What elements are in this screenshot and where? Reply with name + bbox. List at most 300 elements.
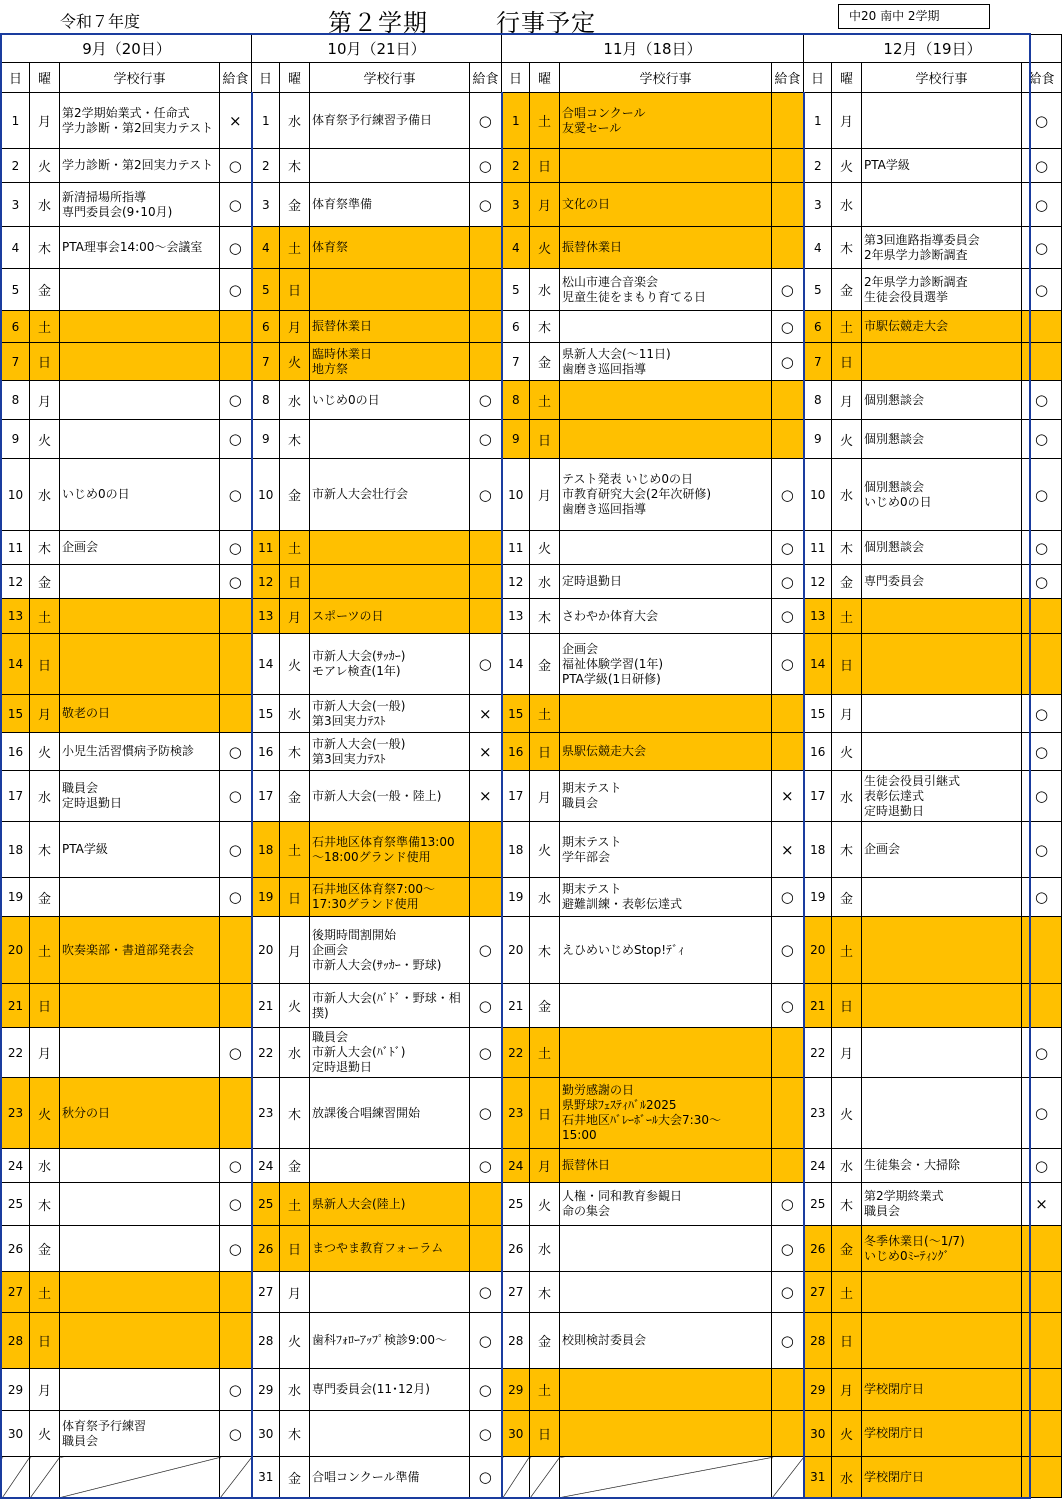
lunch-cell: ○ (470, 381, 502, 420)
event-cell: えひめいじめStop!ﾃﾞｨ (560, 917, 772, 984)
day-cell: 25 (804, 1183, 832, 1226)
lunch-cell: ○ (1022, 531, 1062, 565)
lunch-cell: ○ (1022, 381, 1062, 420)
event-cell: 期末テスト 学年部会 (560, 822, 772, 878)
lunch-cell: ○ (220, 1411, 252, 1457)
weekday-cell: 木 (832, 1183, 862, 1226)
weekday-cell: 日 (832, 343, 862, 381)
weekday-cell: 木 (530, 599, 560, 634)
weekday-cell: 金 (280, 1149, 310, 1183)
weekday-cell: 水 (280, 1028, 310, 1078)
event-cell: スポーツの日 (310, 599, 470, 634)
event-cell: 個別懇談会 (862, 420, 1022, 459)
event-cell: PTA学級 (60, 822, 220, 878)
day-cell: 4 (252, 227, 280, 269)
weekday-cell: 日 (30, 1313, 60, 1369)
event-cell: PTA理事会14:00～会議室 (60, 227, 220, 269)
weekday-cell: 月 (280, 917, 310, 984)
lunch-cell: ○ (772, 984, 804, 1028)
lunch-cell: ○ (220, 381, 252, 420)
weekday-cell: 水 (832, 459, 862, 531)
lunch-cell: ○ (220, 1149, 252, 1183)
lunch-cell: ○ (220, 531, 252, 565)
weekday-cell: 月 (530, 459, 560, 531)
weekday-cell: 木 (832, 822, 862, 878)
weekday-cell: 月 (30, 1028, 60, 1078)
day-cell: 30 (2, 1411, 30, 1457)
day-cell: 29 (252, 1369, 280, 1411)
weekday-cell: 火 (832, 1411, 862, 1457)
day-cell: 24 (804, 1149, 832, 1183)
weekday-cell: 火 (30, 733, 60, 771)
day-cell: 25 (2, 1183, 30, 1226)
weekday-cell: 月 (280, 1272, 310, 1313)
weekday-cell: 木 (30, 227, 60, 269)
day-cell: 20 (502, 917, 530, 984)
weekday-cell: 水 (30, 459, 60, 531)
weekday-cell: 水 (30, 183, 60, 227)
day-cell: 5 (804, 269, 832, 311)
weekday-cell: 木 (280, 733, 310, 771)
lunch-cell: ○ (772, 1272, 804, 1313)
lunch-cell: ○ (220, 1028, 252, 1078)
event-cell: 歯科ﾌｫﾛｰｱｯﾌﾟ検診9:00～ (310, 1313, 470, 1369)
lunch-cell: ○ (772, 878, 804, 917)
weekday-cell: 木 (280, 1078, 310, 1149)
event-cell: まつやま教育フォーラム (310, 1226, 470, 1272)
lunch-cell: × (220, 93, 252, 149)
weekday-cell: 月 (530, 1149, 560, 1183)
event-cell: 振替休日 (560, 1149, 772, 1183)
day-cell: 10 (2, 459, 30, 531)
day-cell: 10 (502, 459, 530, 531)
column-header-lunch: 給食 (772, 63, 804, 93)
month-header-oct: 10月（21日） (252, 35, 502, 63)
lunch-cell: ○ (470, 183, 502, 227)
weekday-cell: 火 (530, 1183, 560, 1226)
lunch-cell: ○ (470, 1411, 502, 1457)
column-header-weekday: 曜 (280, 63, 310, 93)
weekday-cell: 月 (280, 599, 310, 634)
lunch-cell: ○ (220, 183, 252, 227)
event-cell: 個別懇談会 (862, 381, 1022, 420)
day-cell: 11 (804, 531, 832, 565)
event-cell: 後期時間割開始 企画会 市新人大会(ｻｯｶｰ・野球) (310, 917, 470, 984)
day-cell: 7 (502, 343, 530, 381)
lunch-cell: ○ (772, 459, 804, 531)
weekday-cell: 火 (832, 149, 862, 183)
day-cell: 26 (502, 1226, 530, 1272)
event-cell: 学校閉庁日 (862, 1457, 1022, 1498)
event-cell: 生徒集会・大掃除 (862, 1149, 1022, 1183)
event-cell: 職員会 定時退勤日 (60, 771, 220, 822)
weekday-cell: 木 (30, 531, 60, 565)
weekday-cell: 火 (530, 227, 560, 269)
weekday-cell: 月 (280, 311, 310, 343)
weekday-cell: 月 (832, 93, 862, 149)
lunch-cell: ○ (220, 420, 252, 459)
lunch-cell: × (470, 733, 502, 771)
weekday-cell: 土 (30, 311, 60, 343)
weekday-cell: 土 (530, 93, 560, 149)
day-cell: 16 (804, 733, 832, 771)
day-cell: 15 (2, 695, 30, 733)
lunch-cell: ○ (220, 459, 252, 531)
event-cell: 秋分の日 (60, 1078, 220, 1149)
day-cell: 15 (804, 695, 832, 733)
weekday-cell: 日 (530, 149, 560, 183)
day-cell: 20 (252, 917, 280, 984)
day-cell: 11 (502, 531, 530, 565)
weekday-cell: 水 (280, 695, 310, 733)
day-cell: 20 (2, 917, 30, 984)
event-cell: 振替休業日 (310, 311, 470, 343)
day-cell: 13 (502, 599, 530, 634)
day-cell: 23 (252, 1078, 280, 1149)
day-cell: 13 (804, 599, 832, 634)
lunch-cell: ○ (220, 1226, 252, 1272)
day-cell: 21 (502, 984, 530, 1028)
lunch-cell: ○ (220, 733, 252, 771)
column-header-lunch: 給食 (220, 63, 252, 93)
day-cell: 17 (804, 771, 832, 822)
lunch-cell: ○ (772, 1313, 804, 1369)
weekday-cell: 水 (280, 381, 310, 420)
event-cell: 臨時休業日 地方祭 (310, 343, 470, 381)
weekday-cell: 土 (832, 311, 862, 343)
day-cell: 4 (804, 227, 832, 269)
lunch-cell: ○ (470, 459, 502, 531)
day-cell: 1 (502, 93, 530, 149)
lunch-cell: ○ (220, 1369, 252, 1411)
day-cell: 5 (252, 269, 280, 311)
weekday-cell: 日 (530, 1078, 560, 1149)
weekday-cell: 木 (280, 420, 310, 459)
weekday-cell: 火 (530, 822, 560, 878)
lunch-cell: ○ (220, 1183, 252, 1226)
column-header-weekday: 曜 (530, 63, 560, 93)
document-code-box: 中20 南中 2学期 (838, 4, 990, 29)
event-cell: 文化の日 (560, 183, 772, 227)
weekday-cell: 日 (530, 420, 560, 459)
weekday-cell: 水 (30, 771, 60, 822)
day-cell: 3 (2, 183, 30, 227)
lunch-cell: ○ (470, 1078, 502, 1149)
lunch-cell: × (470, 771, 502, 822)
event-cell: 学校閉庁日 (862, 1411, 1022, 1457)
lunch-cell: ○ (1022, 269, 1062, 311)
day-cell: 27 (2, 1272, 30, 1313)
lunch-cell: ○ (220, 878, 252, 917)
lunch-cell: ○ (1022, 149, 1062, 183)
weekday-cell: 火 (280, 984, 310, 1028)
column-header-events: 学校行事 (310, 63, 470, 93)
day-cell: 2 (804, 149, 832, 183)
weekday-cell: 火 (280, 1313, 310, 1369)
event-cell: 新清掃場所指導 専門委員会(9･10月) (60, 183, 220, 227)
lunch-cell: ○ (772, 634, 804, 695)
lunch-cell: ○ (772, 917, 804, 984)
event-cell: 第2学期始業式・任命式 学力診断・第2回実力テスト (60, 93, 220, 149)
day-cell: 27 (252, 1272, 280, 1313)
weekday-cell: 水 (832, 183, 862, 227)
day-cell: 30 (252, 1411, 280, 1457)
day-cell: 25 (502, 1183, 530, 1226)
lunch-cell: ○ (1022, 227, 1062, 269)
event-cell: 職員会 市新人大会(ﾊﾞﾄﾞ) 定時退勤日 (310, 1028, 470, 1078)
weekday-cell: 火 (280, 634, 310, 695)
event-cell: 小児生活習慣病予防検診 (60, 733, 220, 771)
day-cell: 7 (252, 343, 280, 381)
day-cell: 7 (2, 343, 30, 381)
day-cell: 16 (252, 733, 280, 771)
event-cell: いじめ0の日 (310, 381, 470, 420)
weekday-cell: 火 (30, 420, 60, 459)
day-cell: 1 (252, 93, 280, 149)
lunch-cell: ○ (1022, 695, 1062, 733)
month-header-sep: 9月（20日） (2, 35, 252, 63)
column-header-events: 学校行事 (60, 63, 220, 93)
event-cell: 専門委員会(11･12月) (310, 1369, 470, 1411)
event-cell: テスト発表 いじめ0の日 市教育研究大会(2年次研修) 歯磨き巡回指導 (560, 459, 772, 531)
event-cell: 体育祭 (310, 227, 470, 269)
day-cell: 15 (252, 695, 280, 733)
weekday-cell: 日 (30, 984, 60, 1028)
weekday-cell: 火 (832, 1078, 862, 1149)
weekday-cell: 月 (832, 381, 862, 420)
weekday-cell: 金 (530, 1313, 560, 1369)
day-cell: 12 (252, 565, 280, 599)
day-cell: 8 (252, 381, 280, 420)
weekday-cell: 月 (832, 1028, 862, 1078)
weekday-cell: 日 (30, 634, 60, 695)
event-cell: 個別懇談会 いじめ0の日 (862, 459, 1022, 531)
day-cell: 2 (2, 149, 30, 183)
event-cell: 市新人大会壮行会 (310, 459, 470, 531)
lunch-cell: ○ (220, 565, 252, 599)
day-cell: 28 (2, 1313, 30, 1369)
weekday-cell: 水 (30, 1149, 60, 1183)
event-cell: 企画会 (60, 531, 220, 565)
weekday-cell: 火 (30, 1411, 60, 1457)
weekday-cell: 木 (832, 531, 862, 565)
event-cell: 2年県学力診断調査 生徒会役員選挙 (862, 269, 1022, 311)
day-cell: 18 (804, 822, 832, 878)
lunch-cell: ○ (470, 420, 502, 459)
lunch-cell: ○ (220, 227, 252, 269)
event-cell: 合唱コンクール 友愛セール (560, 93, 772, 149)
event-cell: 県駅伝競走大会 (560, 733, 772, 771)
lunch-cell: ○ (470, 917, 502, 984)
column-header-day: 日 (502, 63, 530, 93)
lunch-cell: ○ (470, 1457, 502, 1498)
day-cell: 4 (502, 227, 530, 269)
weekday-cell: 水 (530, 565, 560, 599)
event-cell: 放課後合唱練習開始 (310, 1078, 470, 1149)
event-cell: さわやか体育大会 (560, 599, 772, 634)
day-cell: 29 (502, 1369, 530, 1411)
weekday-cell: 月 (832, 1369, 862, 1411)
weekday-cell: 木 (280, 149, 310, 183)
lunch-cell: ○ (470, 1028, 502, 1078)
day-cell: 26 (252, 1226, 280, 1272)
lunch-cell: × (470, 695, 502, 733)
weekday-cell: 土 (280, 822, 310, 878)
day-cell: 19 (2, 878, 30, 917)
weekday-cell: 火 (530, 531, 560, 565)
weekday-cell: 日 (530, 1411, 560, 1457)
day-cell: 28 (252, 1313, 280, 1369)
weekday-cell: 日 (832, 1313, 862, 1369)
lunch-cell: ○ (220, 269, 252, 311)
weekday-cell: 火 (30, 1078, 60, 1149)
lunch-cell: ○ (1022, 822, 1062, 878)
lunch-cell: × (1022, 1183, 1062, 1226)
lunch-cell: ○ (220, 771, 252, 822)
day-cell: 6 (252, 311, 280, 343)
weekday-cell: 金 (832, 1226, 862, 1272)
day-cell: 31 (252, 1457, 280, 1498)
day-cell: 24 (2, 1149, 30, 1183)
weekday-cell: 土 (280, 1183, 310, 1226)
event-cell: 市新人大会(一般) 第3回実力ﾃｽﾄ (310, 695, 470, 733)
weekday-cell: 土 (30, 917, 60, 984)
lunch-cell: ○ (1022, 1149, 1062, 1183)
weekday-cell: 木 (530, 917, 560, 984)
event-cell: 定時退勤日 (560, 565, 772, 599)
lunch-cell: ○ (772, 269, 804, 311)
event-cell: 県新人大会(陸上) (310, 1183, 470, 1226)
day-cell: 12 (2, 565, 30, 599)
day-cell: 17 (502, 771, 530, 822)
day-cell: 19 (502, 878, 530, 917)
day-cell: 2 (252, 149, 280, 183)
event-cell: いじめ0の日 (60, 459, 220, 531)
column-header-weekday: 曜 (30, 63, 60, 93)
weekday-cell: 水 (280, 93, 310, 149)
lunch-cell: ○ (470, 93, 502, 149)
weekday-cell: 月 (30, 381, 60, 420)
weekday-cell: 土 (530, 1369, 560, 1411)
event-cell: 体育祭予行練習 職員会 (60, 1411, 220, 1457)
lunch-cell: ○ (772, 343, 804, 381)
weekday-cell: 土 (280, 227, 310, 269)
weekday-cell: 金 (530, 984, 560, 1028)
day-cell: 9 (502, 420, 530, 459)
lunch-cell: ○ (1022, 1028, 1062, 1078)
lunch-cell: ○ (1022, 459, 1062, 531)
day-cell: 22 (502, 1028, 530, 1078)
day-cell: 9 (252, 420, 280, 459)
event-cell: 市新人大会(一般) 第3回実力ﾃｽﾄ (310, 733, 470, 771)
weekday-cell: 水 (832, 771, 862, 822)
day-cell: 27 (502, 1272, 530, 1313)
event-cell: 市新人大会(ﾊﾞﾄﾞ・野球・相 撲) (310, 984, 470, 1028)
column-header-day: 日 (804, 63, 832, 93)
event-cell: 石井地区体育祭準備13:00 ～18:00グランド使用 (310, 822, 470, 878)
event-cell: 校則検討委員会 (560, 1313, 772, 1369)
day-cell: 25 (252, 1183, 280, 1226)
day-cell: 19 (804, 878, 832, 917)
day-cell: 14 (502, 634, 530, 695)
day-cell: 30 (502, 1411, 530, 1457)
weekday-cell: 金 (30, 565, 60, 599)
lunch-cell: ○ (772, 531, 804, 565)
event-cell: 学力診断・第2回実力テスト (60, 149, 220, 183)
weekday-cell: 金 (530, 343, 560, 381)
day-cell: 20 (804, 917, 832, 984)
lunch-cell: ○ (1022, 733, 1062, 771)
day-cell: 19 (252, 878, 280, 917)
lunch-cell: ○ (220, 149, 252, 183)
day-cell: 21 (252, 984, 280, 1028)
day-cell: 14 (2, 634, 30, 695)
day-cell: 6 (804, 311, 832, 343)
weekday-cell: 土 (530, 695, 560, 733)
lunch-cell: ○ (1022, 420, 1062, 459)
lunch-cell: × (772, 771, 804, 822)
day-cell: 14 (252, 634, 280, 695)
day-cell: 21 (804, 984, 832, 1028)
weekday-cell: 日 (280, 878, 310, 917)
weekday-cell: 月 (30, 1369, 60, 1411)
day-cell: 3 (252, 183, 280, 227)
weekday-cell: 金 (832, 269, 862, 311)
weekday-cell: 金 (832, 878, 862, 917)
day-cell: 26 (2, 1226, 30, 1272)
lunch-cell: ○ (470, 149, 502, 183)
lunch-cell: ○ (772, 565, 804, 599)
day-cell: 4 (2, 227, 30, 269)
event-cell: 体育祭準備 (310, 183, 470, 227)
fiscal-year: 令和７年度 (60, 12, 141, 31)
event-cell: PTA学級 (862, 149, 1022, 183)
weekday-cell: 木 (30, 1183, 60, 1226)
weekday-cell: 土 (530, 381, 560, 420)
weekday-cell: 金 (30, 1226, 60, 1272)
day-cell: 6 (502, 311, 530, 343)
day-cell: 22 (252, 1028, 280, 1078)
event-cell: 第3回進路指導委員会 2年県学力診断調査 (862, 227, 1022, 269)
event-cell: 石井地区体育祭7:00～ 17:30グランド使用 (310, 878, 470, 917)
weekday-cell: 木 (280, 1411, 310, 1457)
lunch-cell: ○ (1022, 183, 1062, 227)
weekday-cell: 月 (530, 183, 560, 227)
day-cell: 23 (2, 1078, 30, 1149)
day-cell: 22 (2, 1028, 30, 1078)
day-cell: 14 (804, 634, 832, 695)
day-cell: 29 (2, 1369, 30, 1411)
event-cell: 振替休業日 (560, 227, 772, 269)
day-cell: 30 (804, 1411, 832, 1457)
column-header-lunch: 給食 (470, 63, 502, 93)
weekday-cell: 日 (530, 733, 560, 771)
column-header-day: 日 (2, 63, 30, 93)
lunch-cell: ○ (470, 1149, 502, 1183)
day-cell: 10 (804, 459, 832, 531)
weekday-cell: 月 (530, 771, 560, 822)
day-cell: 2 (502, 149, 530, 183)
schedule-title: 行事予定 (496, 9, 596, 37)
weekday-cell: 火 (832, 420, 862, 459)
event-cell: 市新人大会(ｻｯｶｰ) モアレ検査(1年) (310, 634, 470, 695)
day-cell: 7 (804, 343, 832, 381)
day-cell: 28 (804, 1313, 832, 1369)
lunch-cell: ○ (772, 599, 804, 634)
weekday-cell: 土 (832, 1272, 862, 1313)
weekday-cell: 火 (280, 343, 310, 381)
event-cell: 期末テスト 避難訓練・表彰伝達式 (560, 878, 772, 917)
